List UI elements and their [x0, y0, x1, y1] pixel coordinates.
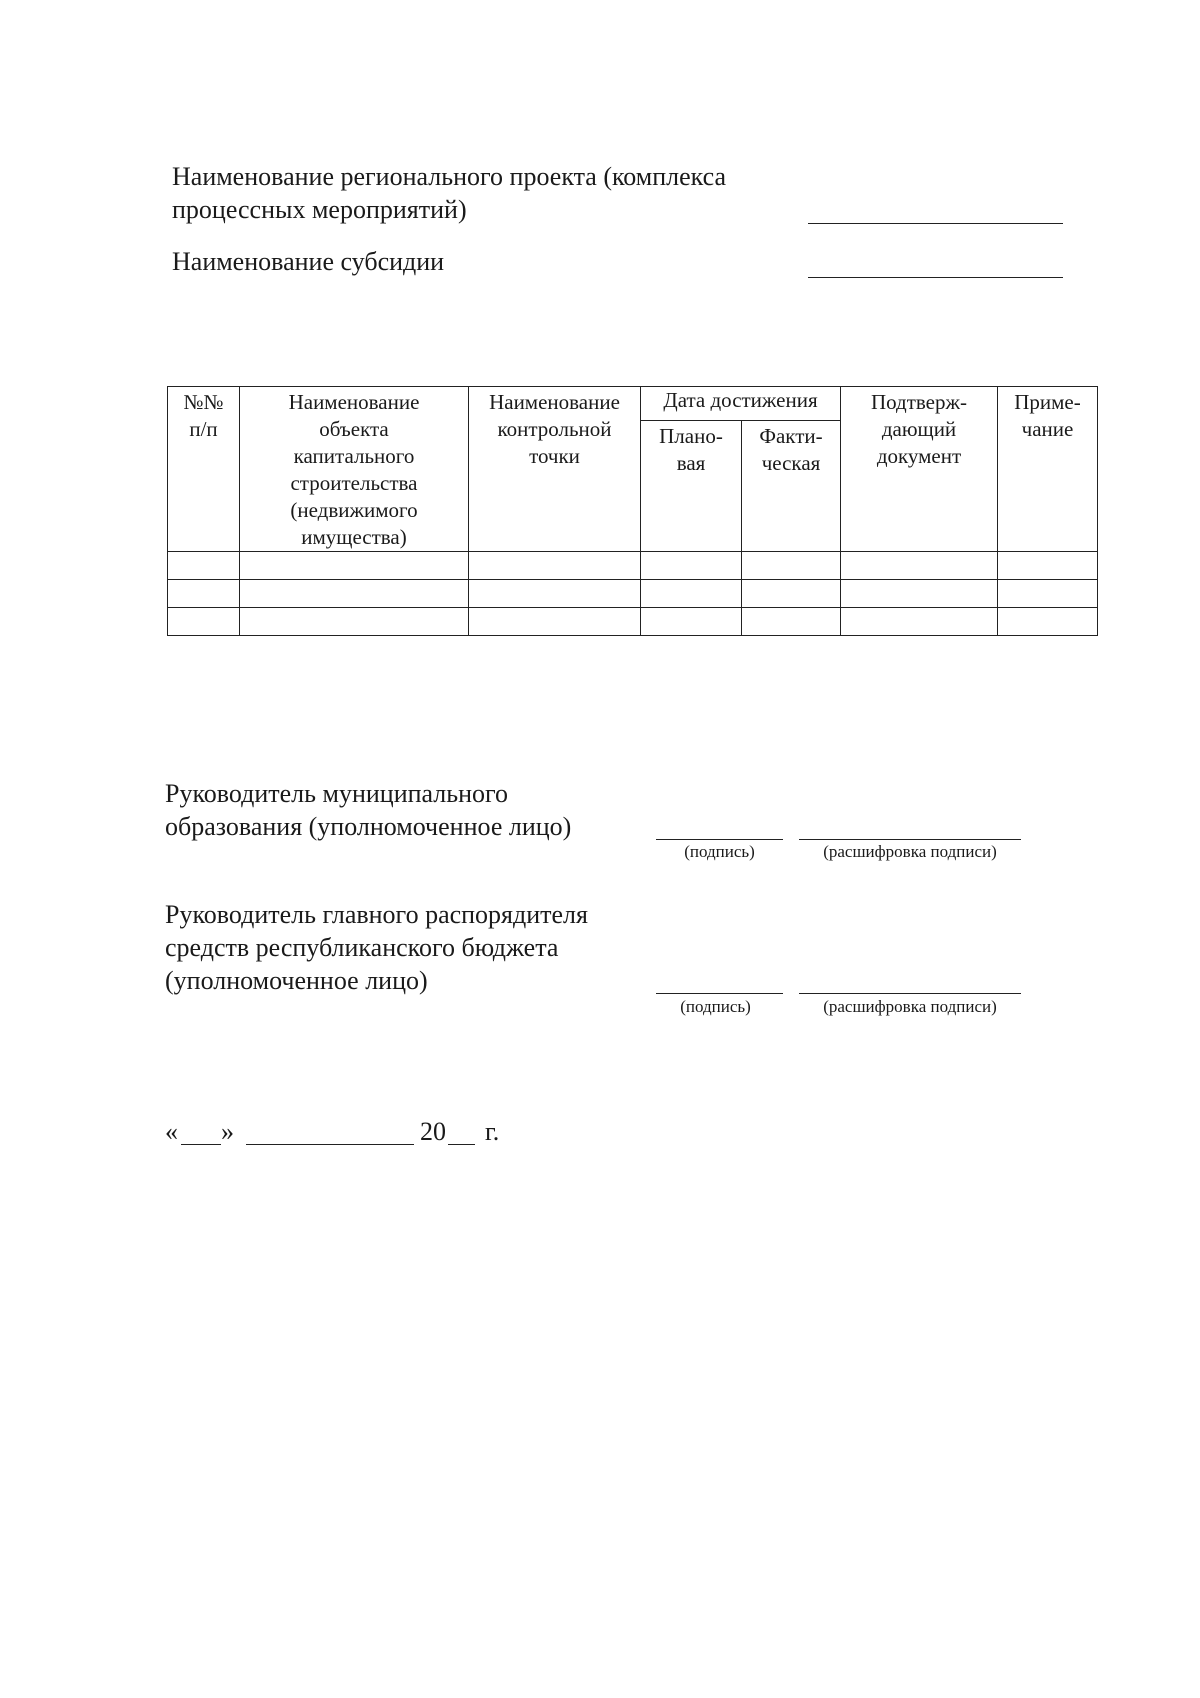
- date-year-suffix: г.: [485, 1117, 500, 1146]
- municipal-signature-field[interactable]: [656, 839, 783, 840]
- table-cell[interactable]: [240, 580, 469, 608]
- table-cell[interactable]: [998, 608, 1098, 636]
- header-confirming-document: Подтверж- дающий документ: [841, 387, 998, 552]
- project-name-label-line2: процессных мероприятий): [172, 195, 467, 224]
- chief-signature-caption: (подпись): [680, 997, 751, 1016]
- chief-signature-field[interactable]: [656, 993, 783, 994]
- subsidy-name-field[interactable]: [808, 277, 1063, 278]
- chief-name-field[interactable]: [799, 993, 1021, 994]
- subsidy-name-label: Наименование субсидии: [172, 247, 445, 276]
- table-cell[interactable]: [998, 580, 1098, 608]
- table-row: [168, 608, 1098, 636]
- municipal-head-label-line2: образования (уполномоченное лицо): [165, 812, 572, 841]
- date-day-field[interactable]: [181, 1144, 221, 1145]
- municipal-head-label-line1: Руководитель муниципального: [165, 779, 509, 808]
- table-cell[interactable]: [841, 580, 998, 608]
- table-cell[interactable]: [168, 580, 240, 608]
- table-cell[interactable]: [742, 580, 841, 608]
- table-cell[interactable]: [240, 608, 469, 636]
- table-row: [168, 552, 1098, 580]
- table-cell[interactable]: [841, 608, 998, 636]
- table-cell[interactable]: [742, 552, 841, 580]
- municipal-signature-caption: (подпись): [684, 842, 755, 861]
- municipal-name-field[interactable]: [799, 839, 1021, 840]
- table-cell[interactable]: [998, 552, 1098, 580]
- chief-name-caption: (расшифровка подписи): [823, 997, 997, 1016]
- header-control-point: Наименование контрольной точки: [469, 387, 641, 552]
- chief-manager-label-line2: средств республиканского бюджета: [165, 933, 559, 962]
- date-year-prefix: 20: [420, 1117, 446, 1146]
- control-points-table: [167, 386, 1098, 636]
- project-name-label-line1: Наименование регионального проекта (комплекса: [172, 162, 727, 191]
- municipal-head-label: [165, 777, 571, 843]
- date-year-field[interactable]: [448, 1144, 475, 1145]
- header-object-name: Наименование объекта капитального строительства (недвижимого имущества): [240, 387, 469, 552]
- municipal-name-caption: (расшифровка подписи): [823, 842, 997, 861]
- table-cell[interactable]: [168, 608, 240, 636]
- table-cell[interactable]: [641, 552, 742, 580]
- table-cell[interactable]: [168, 552, 240, 580]
- header-note: Приме- чание: [998, 387, 1098, 552]
- project-name-label: [172, 160, 726, 226]
- table-cell[interactable]: [469, 552, 641, 580]
- table-cell[interactable]: [841, 552, 998, 580]
- table-cell[interactable]: [469, 580, 641, 608]
- table-cell[interactable]: [469, 608, 641, 636]
- chief-manager-label: [165, 898, 588, 997]
- table-cell[interactable]: [641, 608, 742, 636]
- date-open-quote: «: [165, 1117, 178, 1146]
- table-cell[interactable]: [240, 552, 469, 580]
- header-achievement-date: Дата достижения: [641, 387, 841, 421]
- project-name-field[interactable]: [808, 223, 1063, 224]
- date-close-quote: »: [221, 1117, 234, 1146]
- chief-manager-label-line1: Руководитель главного распорядителя: [165, 900, 588, 929]
- header-actual-date: Факти- ческая: [742, 420, 841, 551]
- table-row: [168, 580, 1098, 608]
- table-cell[interactable]: [641, 580, 742, 608]
- header-planned-date: Плано- вая: [641, 420, 742, 551]
- header-row-number: №№ п/п: [168, 387, 240, 552]
- date-month-field[interactable]: [246, 1144, 414, 1145]
- table-cell[interactable]: [742, 608, 841, 636]
- chief-manager-label-line3: (уполномоченное лицо): [165, 966, 428, 995]
